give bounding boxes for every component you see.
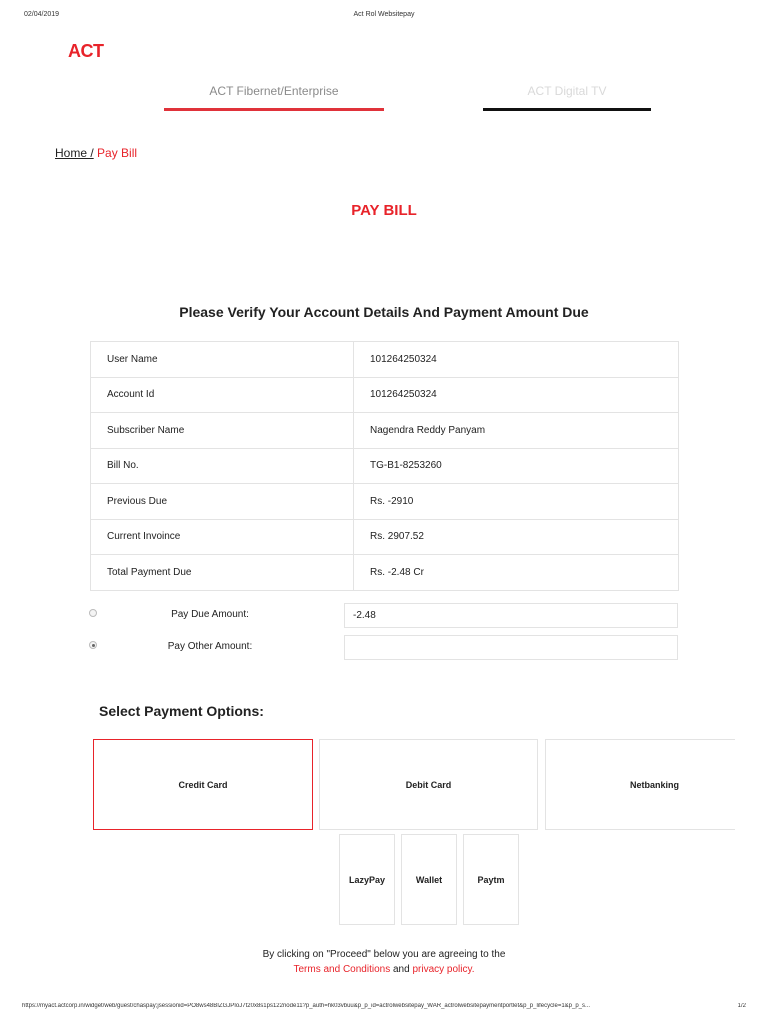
detail-value: TG-B1-8253260 — [354, 448, 679, 484]
wallet-option[interactable]: Wallet — [401, 834, 457, 925]
tab-act-fibernet-enterprise[interactable] — [164, 84, 384, 111]
detail-value: 101264250324 — [354, 342, 679, 378]
pay-due-amount-radio[interactable] — [89, 609, 97, 617]
print-page-title: Act Rol Websitepay — [353, 11, 415, 18]
netbanking-option[interactable]: Netbanking — [545, 739, 764, 830]
tab-underline — [483, 108, 651, 111]
pay-due-amount-field[interactable] — [344, 603, 678, 628]
lazypay-option[interactable]: LazyPay — [339, 834, 395, 925]
agreement-notice — [0, 947, 768, 977]
table-row — [91, 377, 679, 413]
agreement-and: and — [392, 964, 410, 975]
detail-label: Current Invoince — [91, 519, 354, 555]
table-row — [91, 413, 679, 449]
breadcrumb-current: Pay Bill — [97, 146, 138, 160]
table-row — [91, 555, 679, 591]
tab-act-digital-tv[interactable] — [483, 84, 651, 111]
agreement-links-line — [0, 962, 768, 977]
table-row — [91, 484, 679, 520]
tab-active-underline — [164, 108, 384, 111]
detail-label: Account Id — [91, 377, 354, 413]
page-title: PAY BILL — [351, 202, 417, 219]
pay-other-amount-field[interactable] — [344, 635, 678, 660]
detail-value: Rs. -2910 — [354, 484, 679, 520]
payment-options-heading: Select Payment Options: — [99, 703, 264, 719]
privacy-policy-link[interactable]: privacy policy. — [412, 964, 475, 975]
credit-card-option[interactable]: Credit Card — [93, 739, 313, 830]
print-header — [0, 11, 768, 23]
pay-other-amount-radio[interactable] — [89, 641, 97, 649]
print-url: https://myact.actcorp.in/widget/web/guest/chaspay;jsessionid=PO8ws48BIZGJPIoJ7t20x8s1ps122node11?p_auth=hk03vbuu&p_p_id=actrolwebsitepay_WAR_actrolwebsitepaymentportlet&p_p_lifecycle=1&p_p_s... — [22, 1003, 591, 1009]
debit-card-option[interactable]: Debit Card — [319, 739, 538, 830]
pay-other-amount-row — [0, 635, 768, 661]
detail-label: User Name — [91, 342, 354, 378]
print-page-number: 1/2 — [737, 1003, 746, 1009]
table-row — [91, 519, 679, 555]
pay-other-amount-label: Pay Other Amount: — [167, 641, 253, 652]
detail-value: Rs. -2.48 Cr — [354, 555, 679, 591]
print-footer — [22, 1003, 746, 1015]
breadcrumb — [55, 146, 137, 160]
detail-label: Bill No. — [91, 448, 354, 484]
detail-value: Nagendra Reddy Panyam — [354, 413, 679, 449]
terms-and-conditions-link[interactable]: Terms and Conditions — [293, 964, 391, 975]
detail-value: 101264250324 — [354, 377, 679, 413]
act-logo[interactable]: ACT — [68, 41, 104, 61]
agreement-text: By clicking on "Proceed" below you are agreeing to the — [262, 949, 506, 960]
table-row — [91, 448, 679, 484]
pay-due-amount-label: Pay Due Amount: — [171, 609, 249, 620]
print-date: 02/04/2019 — [24, 11, 60, 18]
account-details-table — [90, 341, 679, 591]
viewport-clip — [735, 735, 768, 835]
detail-label: Subscriber Name — [91, 413, 354, 449]
tab-label: ACT Digital TV — [527, 84, 607, 98]
detail-value: Rs. 2907.52 — [354, 519, 679, 555]
detail-label: Total Payment Due — [91, 555, 354, 591]
paytm-option[interactable]: Paytm — [463, 834, 519, 925]
breadcrumb-home-link[interactable]: Home / — [55, 146, 94, 160]
table-row — [91, 342, 679, 378]
tab-label: ACT Fibernet/Enterprise — [209, 84, 339, 98]
pay-due-amount-row — [0, 603, 768, 629]
detail-label: Previous Due — [91, 484, 354, 520]
verify-heading: Please Verify Your Account Details And Payment Amount Due — [179, 304, 589, 320]
